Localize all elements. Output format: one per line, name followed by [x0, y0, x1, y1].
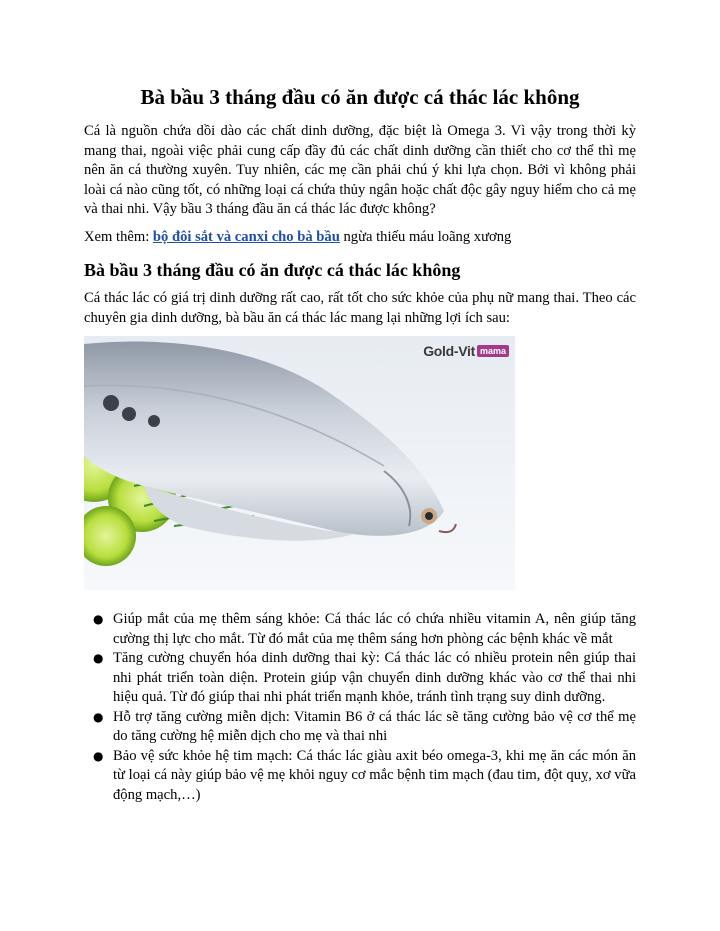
section-heading: Bà bầu 3 tháng đầu có ăn được cá thác lác không	[84, 260, 461, 280]
benefit-text: Tăng cường chuyển hóa dinh dưỡng thai kỳ: Cá thác lác có nhiều protein nên giúp thai nhi phát triển toàn diện. Protein giúp vận chuyển dinh dưỡng khác vào cơ thể thai nhi hiệu quả. Từ đó giúp thai nhi phát triển mạnh khỏe, tránh tình trạng suy dinh dưỡng.	[113, 650, 636, 705]
benefits-list	[84, 610, 636, 805]
bullet-icon: ●	[93, 709, 104, 724]
watermark-tag: mama	[477, 345, 509, 357]
benefit-text: Hỗ trợ tăng cường miễn dịch: Vitamin B6 ở cá thác lác sẽ tăng cường bảo vệ cơ thể mẹ do tăng cường hệ miễn dịch cho mẹ và thai nhi	[113, 708, 636, 744]
page-title: Bà bầu 3 tháng đầu có ăn được cá thác lác không	[140, 85, 580, 109]
benefit-text: Bảo vệ sức khỏe hệ tim mạch: Cá thác lác giàu axit béo omega-3, khi mẹ ăn các món ăn từ loại cá này giúp bảo vệ mẹ khỏi nguy cơ mắc bệnh tim mạch (đau tim, đột quỵ, xơ vữa động mạch,…)	[113, 747, 636, 803]
document-page	[84, 84, 636, 805]
list-item	[84, 649, 636, 708]
list-item	[84, 610, 636, 649]
see-also-prefix: Xem thêm:	[84, 228, 153, 245]
bullet-icon: ●	[93, 651, 104, 665]
see-also-suffix: ngừa thiếu máu loãng xương	[339, 228, 512, 245]
watermark-brand: Gold-Vit	[423, 343, 475, 359]
bullet-icon: ●	[93, 748, 104, 763]
fish-image	[84, 336, 515, 590]
list-item	[84, 747, 636, 806]
brand-watermark	[423, 342, 509, 360]
fish-illustration	[84, 336, 515, 590]
list-item	[84, 708, 636, 747]
see-also-link[interactable]: bộ đôi sắt và canxi cho bà bầu	[152, 228, 340, 245]
bullet-icon: ●	[93, 612, 104, 626]
benefit-text: Giúp mắt của mẹ thêm sáng khỏe: Cá thác lác có chứa nhiều vitamin A, nên giúp tăng cường thị lực cho mắt. Từ đó mắt của mẹ thêm sáng hơn phòng các bệnh khác về mắt	[113, 611, 636, 647]
intro-paragraph: Cá là nguồn chứa dồi dào các chất dinh dưỡng, đặc biệt là Omega 3. Vì vậy trong thời kỳ mang thai, ngoài việc phải cung cấp đầy đủ các chất dinh dưỡng cần thiết cho cơ thể thì mẹ nên ăn cá thường xuyên. Tuy nhiên, các mẹ cần phải chú ý khi lựa chọn. Bởi vì không phải loài cá nào cũng tốt, có những loại cá chứa thủy ngân hoặc chất độc gây nguy hiểm cho cả mẹ và thai nhi. Vậy bầu 3 tháng đầu ăn cá thác lác được không?	[84, 123, 636, 217]
see-also-paragraph	[84, 228, 636, 248]
section-paragraph: Cá thác lác có giá trị dinh dưỡng rất cao, rất tốt cho sức khỏe của phụ nữ mang thai. Theo các chuyên gia dinh dưỡng, bà bầu ăn cá thác lác mang lại những lợi ích sau:	[84, 290, 636, 326]
